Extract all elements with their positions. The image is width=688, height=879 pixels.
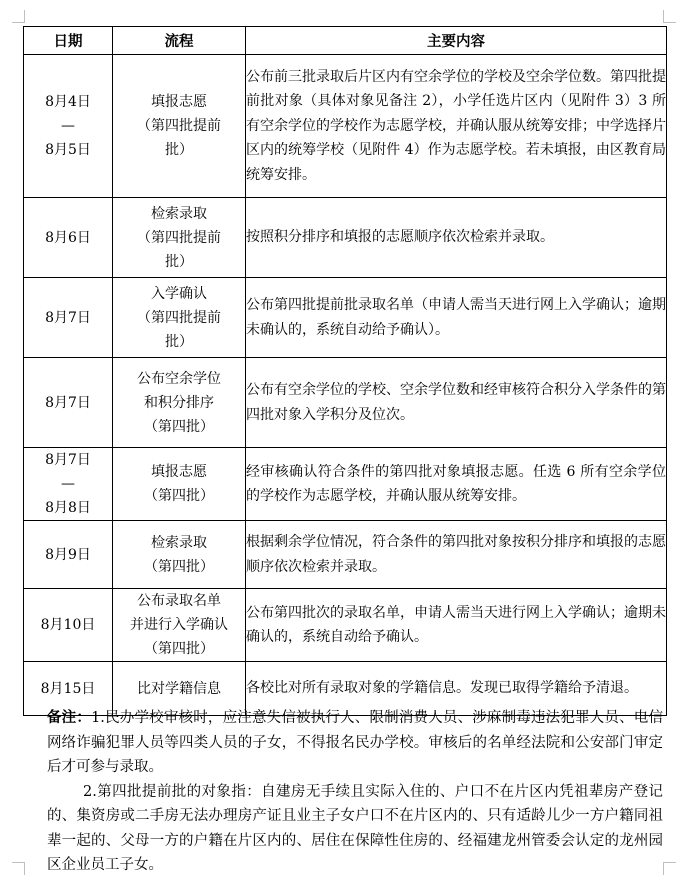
table-row [24, 358, 667, 448]
content-cell: 公布前三批录取后片区内有空余学位的学校及空余学位数。第四批提前批对象（具体对象见备注 2），小学任选片区内（见附件 3）3 所有空余学位的学校作为志愿学校，并确认服从统筹安排；中学选择片区内的统筹学校（见附件 4）作为志愿学校。若未填报，由区教育局统筹安排。 [246, 55, 667, 198]
date-line: 8月5日 [45, 142, 91, 158]
date-line: 8月4日 [45, 94, 91, 110]
table-row [24, 278, 667, 358]
table-row [24, 448, 667, 521]
flow-line: 入学确认 [151, 285, 207, 302]
table-row [24, 521, 667, 589]
flow-line: 填报志愿 [151, 464, 207, 480]
content-cell: 公布有空余学位的学校、空余学位数和经审核符合积分入学条件的第四批对象入学积分及位次。 [246, 358, 667, 448]
flow-cell [113, 521, 246, 589]
flow-line: 批） [165, 333, 193, 350]
header-date: 日期 [24, 27, 113, 55]
date-cell [24, 448, 113, 521]
table-row [24, 589, 667, 662]
notes-label: 备注： [47, 709, 92, 726]
flow-cell [113, 55, 246, 198]
flow-line: （第四批提前 [137, 309, 221, 326]
flow-line: 公布空余学位 [137, 370, 221, 387]
content-cell: 公布第四批提前批录取名单（申请人需当天进行网上入学确认；逾期未确认的，系统自动给予确认）。 [246, 278, 667, 358]
content-cell: 公布第四批次的录取名单，申请人需当天进行网上入学确认；逾期未确认的，系统自动给予确认。 [246, 589, 667, 662]
date-line: 8月15日 [40, 680, 96, 697]
flow-line: 检索录取 [151, 534, 207, 551]
flow-line: （第四批） [144, 558, 214, 575]
date-line: 8月10日 [40, 617, 96, 633]
date-line: — [61, 476, 75, 492]
note-1-text: 1.民办学校审核时，应注意失信被执行人、限制消费人员、涉麻制毒违法犯罪人员、电信网络诈骗犯罪人员等四类人员的子女，不得报名民办学校。审核后的名单经法院和公安部门审定后才可参与录取。 [47, 710, 663, 775]
content-cell: 根据剩余学位情况，符合条件的第四批对象按积分排序和填报的志愿顺序依次检索并录取。 [246, 521, 667, 589]
note-1 [47, 706, 663, 780]
flow-line: 比对学籍信息 [137, 680, 221, 697]
date-cell [24, 278, 113, 358]
date-line: 8月9日 [45, 546, 91, 563]
date-line: 8月7日 [45, 394, 91, 411]
flow-line: （第四批） [144, 418, 214, 435]
flow-cell [113, 448, 246, 521]
date-line: 8月8日 [45, 500, 91, 516]
flow-line: 检索录取 [151, 205, 207, 222]
flow-line: 和积分排序 [144, 394, 214, 411]
date-cell [24, 55, 113, 198]
flow-cell [113, 358, 246, 448]
header-main-content: 主要内容 [246, 27, 667, 55]
crop-mark-top-right [663, 10, 676, 23]
date-line: — [61, 118, 75, 134]
date-line: 8月7日 [45, 309, 91, 326]
flow-line: （第四批） [144, 488, 214, 504]
header-flow: 流程 [113, 27, 246, 55]
notes-section [47, 706, 663, 878]
flow-line: 填报志愿 [151, 94, 207, 110]
flow-line: 并进行入学确认 [130, 617, 228, 633]
note-2: 2.第四批提前批的对象指：自建房无手续且实际入住的、户口不在片区内凭祖辈房产登记的、集资房或二手房无法办理房产证且业主子女户口不在片区内的、只有适龄儿少一方户籍同祖辈一起的、父母一方的户籍在片区内的、居住在保障性住房的、经福建龙州管委会认定的龙州园区企业员工子女。 [47, 783, 663, 873]
flow-line: 公布录取名单 [137, 593, 221, 609]
date-cell [24, 521, 113, 589]
date-line: 8月7日 [45, 452, 91, 468]
date-line: 8月6日 [45, 229, 91, 246]
content-cell: 按照积分排序和填报的志愿顺序依次检索并录取。 [246, 198, 667, 278]
content-cell: 经审核确认符合条件的第四批对象填报志愿。任选 6 所有空余学位的学校作为志愿学校，并确认服从统筹安排。 [246, 448, 667, 521]
flow-line: 批） [165, 253, 193, 270]
crop-mark-bottom-right [663, 862, 676, 875]
table-row [24, 198, 667, 278]
date-cell [24, 589, 113, 662]
crop-mark-bottom-left [12, 862, 25, 875]
date-cell [24, 198, 113, 278]
flow-line: （第四批） [144, 641, 214, 657]
table-header-row [24, 27, 667, 55]
flow-cell [113, 198, 246, 278]
flow-line: （第四批提前 [137, 118, 221, 134]
flow-line: 批） [165, 142, 193, 158]
crop-mark-top-left [12, 10, 25, 23]
table-row [24, 55, 667, 198]
flow-cell [113, 589, 246, 662]
date-cell [24, 358, 113, 448]
content-cell: 各校比对所有录取对象的学籍信息。发现已取得学籍给予清退。 [246, 662, 667, 716]
schedule-table [23, 26, 667, 716]
flow-cell [113, 278, 246, 358]
flow-line: （第四批提前 [137, 229, 221, 246]
